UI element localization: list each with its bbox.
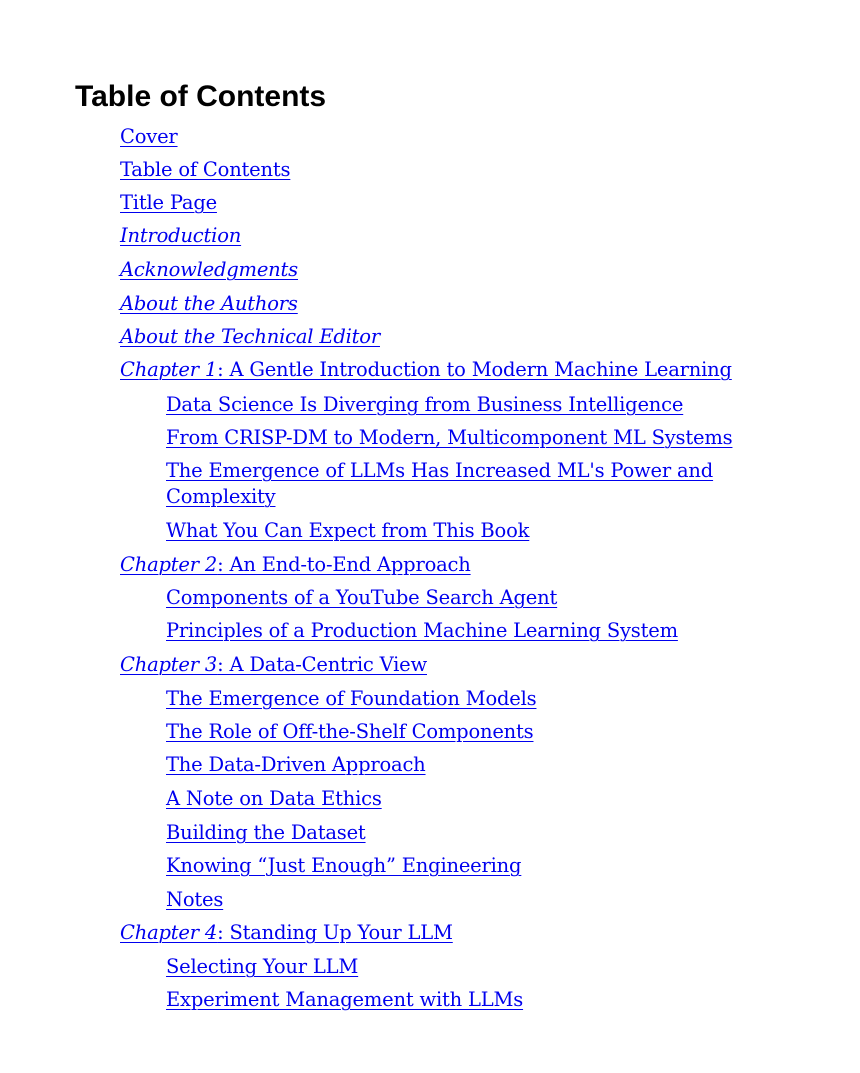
chapter-number: Chapter 3 — [120, 653, 218, 676]
toc-link-section[interactable]: Notes — [166, 888, 224, 911]
toc-link-section[interactable]: Components of a YouTube Search Agent — [166, 586, 558, 609]
toc-link-about-the-authors[interactable]: About the Authors — [120, 292, 298, 315]
chapter-title: : Standing Up Your LLM — [217, 921, 453, 944]
chapter-title: : A Data-Centric View — [217, 653, 427, 676]
toc-link-chapter-3[interactable] — [120, 652, 427, 678]
toc-link-section[interactable]: Experiment Management with LLMs — [166, 988, 524, 1011]
chapter-number: Chapter 1 — [120, 358, 218, 381]
toc-link-chapter-1[interactable] — [120, 357, 732, 383]
toc-link-acknowledgments[interactable]: Acknowledgments — [120, 258, 298, 281]
toc-link-section[interactable]: The Data-Driven Approach — [166, 753, 426, 776]
toc-link-title-page[interactable]: Title Page — [120, 191, 217, 214]
chapter-number: Chapter 2 — [120, 553, 218, 576]
toc-link-section[interactable]: Selecting Your LLM — [166, 955, 359, 978]
toc-link-section[interactable]: Principles of a Production Machine Learning System — [166, 619, 678, 642]
toc-link-section[interactable]: A Note on Data Ethics — [166, 787, 382, 810]
chapter-number: Chapter 4 — [120, 921, 218, 944]
toc-link-section[interactable]: The Role of Off-the-Shelf Components — [166, 720, 534, 743]
toc-link-about-the-technical-editor[interactable]: About the Technical Editor — [120, 325, 380, 348]
toc-link-section[interactable]: From CRISP-DM to Modern, Multicomponent ML Systems — [166, 426, 733, 449]
chapter-title: : A Gentle Introduction to Modern Machine Learning — [217, 358, 732, 381]
toc-link-chapter-2[interactable] — [120, 552, 471, 578]
toc-link-section[interactable]: Data Science Is Diverging from Business Intelligence — [166, 393, 684, 416]
toc-heading: Table of Contents — [75, 80, 327, 113]
chapter-title: : An End-to-End Approach — [217, 553, 471, 576]
toc-link-table-of-contents[interactable]: Table of Contents — [120, 158, 291, 181]
toc-link-section[interactable]: The Emergence of LLMs Has Increased ML's Power and Complexity — [166, 459, 714, 508]
toc-link-chapter-4[interactable] — [120, 920, 453, 946]
toc-link-cover[interactable]: Cover — [120, 125, 178, 148]
toc-link-section[interactable]: Building the Dataset — [166, 821, 366, 844]
toc-link-section[interactable]: The Emergence of Foundation Models — [166, 687, 537, 710]
toc-link-introduction[interactable]: Introduction — [120, 224, 242, 247]
toc-link-section[interactable]: What You Can Expect from This Book — [166, 519, 530, 542]
toc-link-section[interactable]: Knowing “Just Enough” Engineering — [166, 854, 522, 877]
